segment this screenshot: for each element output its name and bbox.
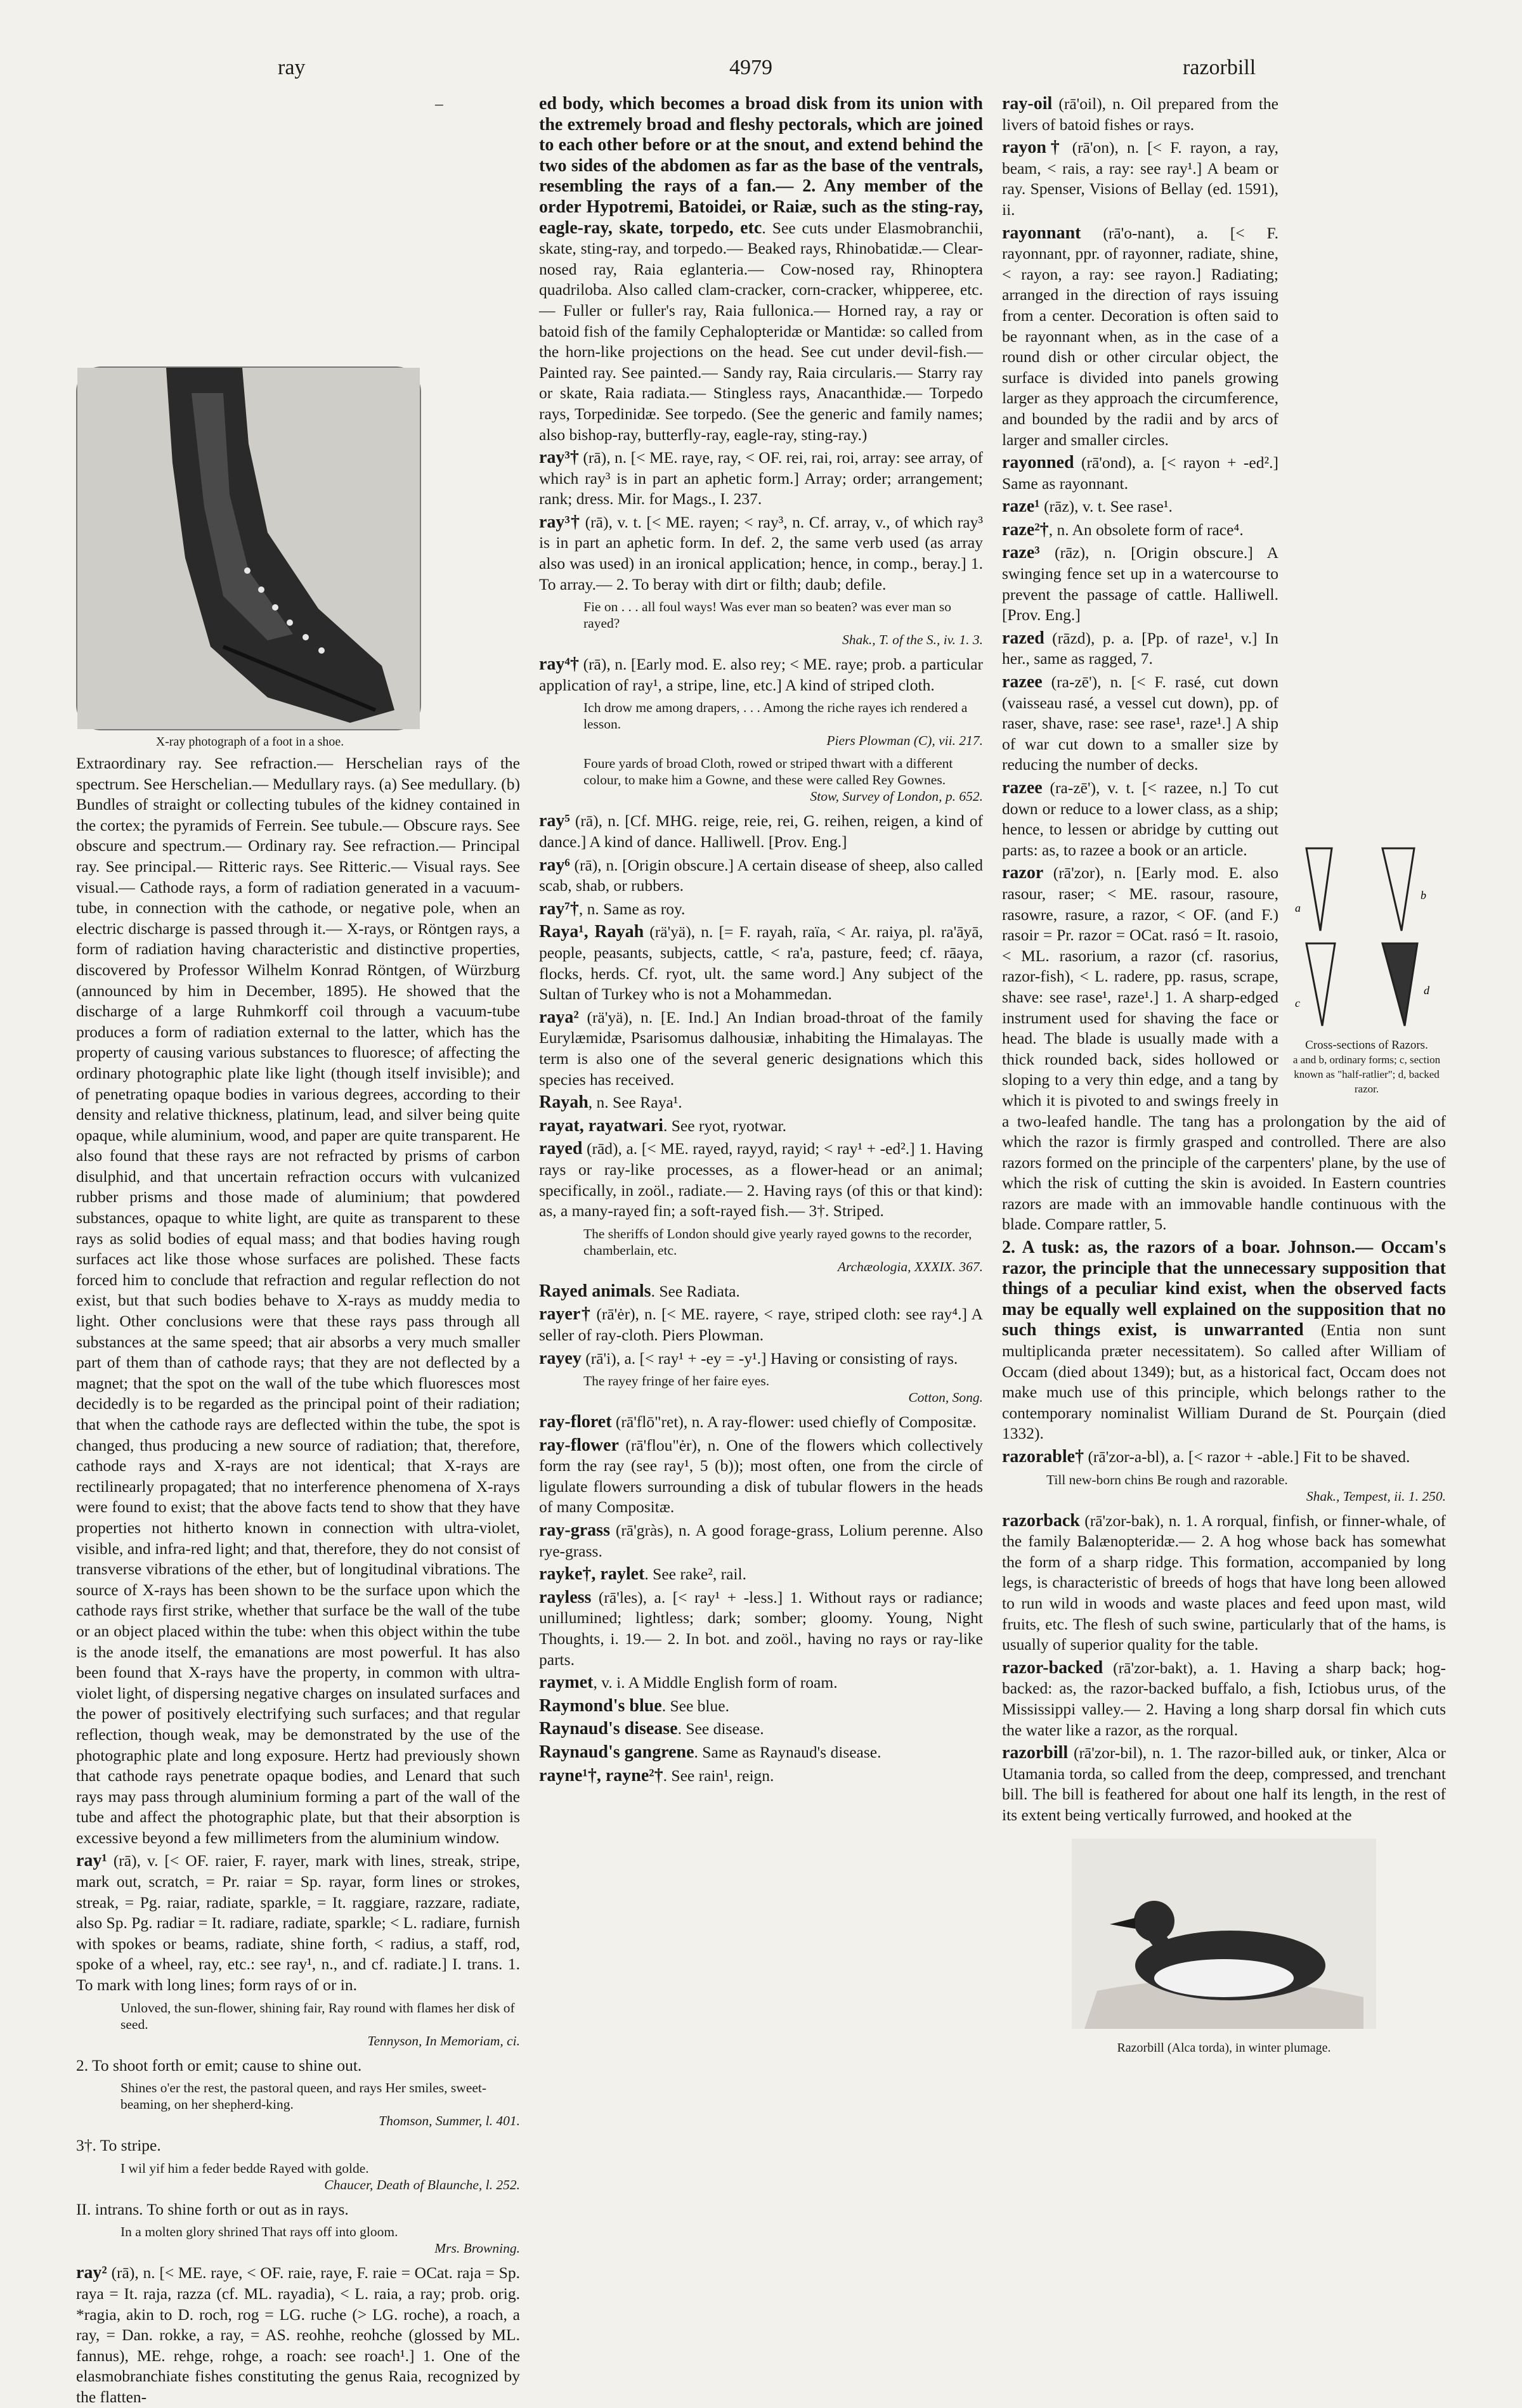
dictionary-entry: rayat, rayatwari. See ryot, ryotwar. <box>539 1115 786 1136</box>
dictionary-entry: rayonnant (rā'o-nant), a. [< F. rayonnant, ppr. of rayonner, radiate, shine, < rayon, a ray: see rayon.] Radiating; arranged in the direction of rays issuing from a center. Decoration is often said to be rayonnant when, as in the case of a round dish or other circular object, the surface is divided into panels growing larger as they approach the circumference, and bounded by the radii and by arcs of larger and smaller circles. <box>1002 223 1278 449</box>
headword: ray-oil <box>1002 94 1053 113</box>
dictionary-entry: razor (rā'zor), n. [Early mod. E. also rasour, raser; < ME. rasour, rasoure, rasowre, rasure, a razor, < OF. (and F.) rasoir = Pr. razor = OCat. rasó = It. rasoio, < ML. rasorium, a razor (cf. rasorius, razor-fish), < L. radere, pp. rasus, scrape, shave: see rase¹, raze¹.] 1. A sharp-edged instrument used for shaving the face or head. The blade is usually made with a thick rounded back, sides hollowed or sloping to a very thin edge, and a tang by which it is pivoted to and swings freely in a two-leafed handle. The tang has a prolongation by the aid of which the razor is firmly grasped and controlled. There are also razors formed on the principle of the carpenters' plane, by the use of which the risk of cutting the skin is avoided. In Eastern countries razors are made with an immovable handle continuous with the blade. Compare rattler, 5. <box>1002 863 1446 1234</box>
svg-text:c: c <box>1295 997 1300 1009</box>
svg-text:d: d <box>1424 984 1429 997</box>
quotation <box>583 1373 983 1406</box>
quotation-text: The rayey fringe of her faire eyes. <box>583 1373 770 1389</box>
razor-figure <box>1287 842 1446 1096</box>
dictionary-entry: II. intrans. To shine forth or out as in rays. <box>76 2199 349 2218</box>
dictionary-entry: ray⁷†, n. Same as roy. <box>539 898 686 919</box>
dictionary-entry: razed (rāzd), p. a. [Pp. of raze¹, v.] In her., same as ragged, 7. <box>1002 628 1278 668</box>
quotation <box>120 2160 520 2193</box>
column-2-entries <box>539 94 983 1786</box>
quotation <box>120 2080 520 2129</box>
quotation-source: Tennyson, In Memoriam, ci. <box>367 2033 520 2049</box>
dictionary-entry: rayless (rā'les), a. [< ray¹ + -less.] 1. Without rays or radiance; unillumined; lightless; dark; somber; gloomy. Young, Night Thoughts, i. 19.— 2. In bot. and zoöl., having no rays or ray-like parts. <box>539 1587 983 1669</box>
headword: razorbill <box>1002 1743 1069 1763</box>
headword: ray¹ <box>76 1851 107 1871</box>
dictionary-entry: razorback (rā'zor-bak), n. 1. A rorqual, finfish, or finner-whale, of the family Balænopteridæ.— 2. A hog whose back has somewhat the form of a sharp ridge. This formation, accompanied by long legs, is characteristic of breeds of hogs that have long been allowed to run wild in woods and waste places and feed upon mast, wild fruits, etc. The flesh of such swine, particularly that of the hams, is usually of superior quality for the table. <box>1002 1510 1446 1654</box>
dictionary-entry: raze²†, n. An obsolete form of race⁴. <box>1002 519 1244 540</box>
razor-caption: Cross-sections of Razors. <box>1305 1038 1428 1052</box>
headword: raze²† <box>1002 519 1049 540</box>
headword: Raynaud's disease <box>539 1719 678 1739</box>
quotation <box>120 2000 520 2049</box>
running-header <box>0 56 1522 94</box>
headword: Rayah <box>539 1092 589 1113</box>
quotation <box>583 599 983 648</box>
dictionary-entry: ray¹ (rā), v. [< OF. raier, F. rayer, mark with lines, streak, stripe, mark out, scratch, = Pr. raiar = Sp. rayar, form lines or strokes, streak, = Pg. raiar, radiate, sparkle, = It. raggiare, razzare, radiate, also Sp. Pg. radiar = It. radiare, radiate, sparkle; < L. radiare, furnish with spokes or beams, radiate, shine forth, < radius, a staff, rod, spoke of a wheel, ray, etc.: see ray¹, n., and cf. radiate.] I. trans. 1. To mark with long lines; form rays of or in. <box>76 1851 520 1995</box>
quotation-text: I wil yif him a feder bedde Rayed with golde. <box>120 2160 369 2176</box>
dictionary-entry: rayne¹†, rayne²†. See rain¹, reign. <box>539 1765 774 1785</box>
quotation-source: Mrs. Browning. <box>434 2241 520 2256</box>
quotation-source: Archæologia, XXXIX. 367. <box>837 1259 983 1274</box>
quotation-text: The sheriffs of London should give yearly rayed gowns to the recorder, chamberlain, etc. <box>583 1226 972 1258</box>
quotation-text: In a molten glory shrined That rays off into gloom. <box>120 2224 398 2240</box>
quotation-text: Foure yards of broad Cloth, rowed or striped thwart with a different colour, to make him a Gowne, and these were called Rey Gownes. <box>583 756 953 788</box>
quotation <box>583 1226 983 1275</box>
dictionary-entry: 3†. To stripe. <box>76 2136 161 2155</box>
headword: razee <box>1002 778 1043 798</box>
headword: ray⁴† <box>539 654 580 675</box>
quotation-source: Shak., Tempest, ii. 1. 250. <box>1306 1488 1446 1504</box>
headword: rayer† <box>539 1304 592 1324</box>
header-left-guideword: ray <box>278 56 306 79</box>
dictionary-entry: ray-flower (rā'flou"ėr), n. One of the flowers which collectively form the ray (see ray¹, 5 (b)); most often, one from the circle of ligulate flowers surrounding a disk of tubular flowers in the heads of many Compositæ. <box>539 1435 983 1517</box>
dictionary-entry: ray-oil (rā'oil), n. Oil prepared from the livers of batoid fishes or rays. <box>1002 94 1278 134</box>
column-3 <box>1002 94 1446 2107</box>
dictionary-entry: rayke†, raylet. See rake², rail. <box>539 1564 746 1584</box>
quotation <box>583 699 983 749</box>
headword: ray⁶ <box>539 855 570 875</box>
headword: rayke†, raylet <box>539 1564 645 1584</box>
headword: ray⁵ <box>539 811 570 831</box>
quotation <box>1046 1472 1446 1505</box>
quotation-source: Shak., T. of the S., iv. 1. 3. <box>842 632 983 648</box>
headword: ray⁷† <box>539 898 579 919</box>
dictionary-entry: Raynaud's disease. See disease. <box>539 1719 764 1739</box>
quotation <box>120 2224 520 2256</box>
razor-cross-sections <box>1287 842 1446 1032</box>
razorbill-caption: Razorbill (Alca torda), in winter plumage. <box>1117 2041 1331 2055</box>
dictionary-entry: razorbill (rā'zor-bil), n. 1. The razor-billed auk, or tinker, Alca or Utamania torda, so called from the deep, compressed, and trenchant bill. The bill is feathered for about one half its length, in the rest of its extent being vertically furrowed, and hooked at the <box>1002 1743 1446 1824</box>
quotation-source: Stow, Survey of London, p. 652. <box>810 789 983 805</box>
dictionary-entry: 2. To shoot forth or emit; cause to shine out. <box>76 2055 362 2075</box>
headword: razor <box>1002 863 1044 883</box>
headword: raymet <box>539 1673 594 1693</box>
quotation-source: Thomson, Summer, l. 401. <box>379 2113 520 2129</box>
dictionary-entry: razee (ra-zē'), n. [< F. rasé, cut down (vaisseau rasé, a vessel cut down), pp. of raser, shave, rase: see rase¹, raze¹.] A ship of war cut down to a smaller size by reducing the number of decks. <box>1002 672 1278 774</box>
headword: rayne¹†, rayne²† <box>539 1765 663 1785</box>
dictionary-entry: raymet, v. i. A Middle English form of roam. <box>539 1673 838 1693</box>
razor-note: a and b, ordinary forms; c, section known as "half-ratlier"; d, backed razor. <box>1292 1053 1441 1095</box>
headword: ray-floret <box>539 1412 612 1432</box>
dictionary-entry: Rayed animals. See Radiata. <box>539 1281 740 1301</box>
headword: 2. A tusk: as, the razors of a boar. Johnson.— Occam's razor, the principle that the unnecessary supposition that things of a peculiar kind exist, when the observed facts may be equally well explained on the supposition that no such things exist, is unwarranted <box>1002 1238 1446 1340</box>
xray-caption: X-ray photograph of a foot in a shoe. <box>155 735 344 749</box>
headword: ray³† <box>539 512 581 532</box>
dictionary-entry: 2. A tusk: as, the razors of a boar. Johnson.— Occam's razor, the principle that the unnecessary supposition that things of a peculiar kind exist, when the observed facts may be equally well explained on the supposition that no such things exist, is unwarranted (Entia non sunt multiplicanda præter necessitatem). So called after William of Occam (died about 1349); but, as a historical fact, Occam does not make much use of this principle, which belongs rather to the contemporary nominalist William Durand de St. Pourçain (died 1332). <box>1002 1238 1446 1443</box>
headword: rayey <box>539 1348 582 1368</box>
headword: razorback <box>1002 1510 1080 1531</box>
dictionary-entry: ray³† (rā), n. [< ME. raye, ray, < OF. rei, rai, roi, array: see array, of which ray³ is in part an aphetic form.] Array; order; arrangement; rank; dress. Mir. for Mags., I. 237. <box>539 448 983 508</box>
dictionary-entry: ray-floret (rā'flō"ret), n. A ray-flower: used chiefly of Compositæ. <box>539 1412 977 1432</box>
dictionary-entry: Raymond's blue. See blue. <box>539 1695 729 1716</box>
headword: ray-grass <box>539 1520 610 1541</box>
dictionary-entry: rayonned (rā'ond), a. [< rayon + -ed².] Same as rayonnant. <box>1002 453 1278 493</box>
razorbill-illustration <box>1072 1839 1376 2029</box>
headword: rayed <box>539 1139 583 1159</box>
headword: raze¹ <box>1002 496 1040 517</box>
headword: razee <box>1002 672 1043 692</box>
dictionary-entry: razee (ra-zē'), v. t. [< razee, n.] To cut down or reduce to a lower class, as a ship; hence, to lessen or abridge by cutting out parts: as, to razee a book or an article. <box>1002 778 1278 859</box>
quotation-text: Shines o'er the rest, the pastoral queen, and rays Her smiles, sweet-beaming, on her shepherd-king. <box>120 2080 487 2113</box>
headword: ray-flower <box>539 1435 619 1455</box>
dictionary-entry: raze³ (rāz), n. [Origin obscure.] A swinging fence set up in a watercourse to prevent the passage of cattle. Halliwell. [Prov. Eng.] <box>1002 543 1278 625</box>
headword: rayon† <box>1002 138 1064 158</box>
page-number: 4979 <box>729 56 772 79</box>
dictionary-entry: razor-backed (rā'zor-bakt), a. 1. Having a sharp back; hog-backed: as, the razor-backed buffalo, a fish, Ictiobus urus, of the Mississippi valley.— 2. Having a long sharp dorsal fin which cuts the water like a razor, as the rorqual. <box>1002 1657 1446 1739</box>
xray-photograph <box>76 366 421 730</box>
quotation-text: Ich drow me among drapers, . . . Among the riche rayes ich rendered a lesson. <box>583 700 968 732</box>
headword: razed <box>1002 628 1044 648</box>
dictionary-entry: ray² (rā), n. [< ME. raye, < OF. raie, raye, F. raie = OCat. raja = Sp. raya = It. raja, razza (cf. ML. rayadia), < L. raia, a ray; prob. orig. *ragia, akin to D. roch, rog = LG. ruche (> LG. roche), a roach, a ray, = Dan. rokke, a ray, = AS. reohhe, reohche (glossed by ML. fannus), ME. rehge, rohge, a roach: see roach¹.] 1. One of the elasmobranchiate fishes constituting the genus Raia, recognized by the flatten- <box>76 2263 520 2406</box>
dictionary-entry: ray³† (rā), v. t. [< ME. rayen; < ray³, n. Cf. array, v., of which ray³ is in part an aphetic form. In def. 2, the same verb used (as array also was used) in an ironical application; hence, in comp., beray.] 1. To array.— 2. To beray with dirt or filth; daub; defile. <box>539 512 984 593</box>
razorbill-figure <box>1002 1839 1446 2059</box>
svg-text:b: b <box>1421 889 1426 902</box>
quotation-source: Piers Plowman (C), vii. 217. <box>826 733 983 749</box>
xray-figure <box>76 366 424 749</box>
dictionary-entry: rayed (rād), a. [< ME. rayed, rayyd, rayid; < ray¹ + -ed².] 1. Having rays or ray-like processes, as a flower-head or an animal; specifically, in zoöl., radiate.— 2. Having rays (of this or that kind): as, a many-rayed fin; a soft-rayed fish.— 3†. Striped. <box>539 1139 983 1220</box>
quotation <box>583 755 983 805</box>
headword: Raya¹, Rayah <box>539 922 644 942</box>
headword: rayonned <box>1002 453 1074 473</box>
dictionary-entry: rayon† (rā'on), n. [< F. rayon, a ray, beam, < rais, a ray: see ray¹.] A beam or ray. Spenser, Visions of Bellay (ed. 1591), ii. <box>1002 138 1279 219</box>
headword: rayat, rayatwari <box>539 1115 663 1136</box>
dictionary-entry: ray⁶ (rā), n. [Origin obscure.] A certain disease of sheep, also called scab, shab, or rubbers. <box>539 855 983 895</box>
column-2 <box>539 94 983 2107</box>
dictionary-entry: ray⁴† (rā), n. [Early mod. E. also rey; < ME. raye; prob. a particular application of ray¹, a stripe, line, etc.] A kind of striped cloth. <box>539 654 984 694</box>
headword: ed body, which becomes a broad disk from its union with the extremely broad and fleshy pectorals, which are joined to each other before or at the snout, and extend behind the two sides of the abdomen as far as the base of the ventrals, resembling the rays of a fan.— 2. Any member of the order Hypotremi, Batoidei, or Raiæ, such as the sting-ray, eagle-ray, skate, torpedo, etc <box>539 94 983 238</box>
dictionary-entry: Rayah, n. See Raya¹. <box>539 1092 682 1113</box>
quotation-text: Unloved, the sun-flower, shining fair, Ray round with flames her disk of seed. <box>120 2000 515 2032</box>
dictionary-entry: raya² (rä'yä), n. [E. Ind.] An Indian broad-throat of the family Eurylæmidæ, Psarisomus dalhousiæ, inhabiting the Himalayas. The term is also one of the several generic designations which this species has received. <box>539 1007 983 1089</box>
headword: rayless <box>539 1587 592 1607</box>
headword: razorable† <box>1002 1447 1084 1466</box>
header-right-guideword: razorbill <box>1183 56 1256 79</box>
headword: raze³ <box>1002 543 1040 563</box>
headword: ray³† <box>539 448 579 468</box>
dictionary-entry: ray⁵ (rā), n. [Cf. MHG. reige, reie, rei, G. reihen, reigen, a kind of dance.] A kind of dance. Halliwell. [Prov. Eng.] <box>539 811 983 851</box>
headword: Raynaud's gangrene <box>539 1742 694 1762</box>
headword: Rayed animals <box>539 1281 651 1301</box>
dictionary-entry: rayey (rā'i), a. [< ray¹ + -ey = -y¹.] Having or consisting of rays. <box>539 1348 958 1368</box>
dictionary-entry: Raynaud's gangrene. Same as Raynaud's disease. <box>539 1742 881 1762</box>
quotation-source: Chaucer, Death of Blaunche, l. 252. <box>324 2177 520 2192</box>
headword: Raymond's blue <box>539 1695 662 1716</box>
quotation-text: Fie on . . . all foul ways! Was ever man so beaten? was ever man so rayed? <box>583 599 951 631</box>
dictionary-entry: – Extraordinary ray. See refraction.— Herschelian rays of the spectrum. See Herschelian.— Medullary rays. (a) See medullary. (b) Bundles of straight or collecting tubules of the kidney contained in the cortex; the pyramids of Ferrein. See tubule.— Obscure rays. See obscure and spectrum.— Ordinary ray. See refraction.— Principal ray. See principal.— Ritteric rays. See Ritteric.— Visual rays. See visual.— Cathode rays, a form of radiation generated in a vacuum-tube, in connection with the cathode, or negative pole, when an electric discharge is passed through it.— X-rays, or Röntgen rays, a form of radiation having characteristic and distinctive properties, discovered by Professor Wilhelm Konrad Röntgen, of Würzburg (announced by him in December, 1895). He showed that the discharge of a large Ruhmkorff coil through a vacuum-tube produces a form of radiation external to the latter, which has the property of causing various substances to fluoresce; of affecting the ordinary photographic plate like light (though itself invisible); and of penetrating opaque bodies in various degrees, according to their density and relative thickness, platinum, lead, and silver being quite opaque, while aluminium, wood, and paper are quite transparent. He also found that these rays are not refracted by prisms of carbon disulphid, and that uncertain refraction occurs with vulcanized rubber prisms and those made of aluminium; that powdered substances, opaque to white light, are quite as transparent to these rays as solid bodies of equal mass; and that bodies having rough surfaces act like those whose surfaces are polished. These facts forced him to conclude that refraction and regular reflection do not exist, but that such bodies behave to X-rays as muddy media to light. Other conclusions were that these rays pass through all substances at the same speed; that air absorbs a very much smaller part of them than of cathode rays; that they are not deflected by a magnet; that the spot on the wall of the tube which fluoresces most decidedly is to be regarded as the principal point of their radiation; that when the cathode rays are deflected within the tube, the spot is changed, thus producing a new source of radiation; that, therefore, cathode rays and X-rays are not identical; that X-rays are rectilinearly propagated; that no interference phenomena of X-rays were found to exist; that the above facts tend to show that they have properties not hitherto known in connection with ultra-violet, visible, and infra-red light; and that, therefore, they do not consist of transverse vibrations of the ether, but of longitudinal vibrations. The source of X-rays has been shown to be the surface upon which the cathode rays first strike, whether that surface be the wall of the tube or an object placed within the tube: when this object within the tube is the anode itself, the emanations are most powerful. It has also been found that X-rays have the property, in common with ultra-violet light, of dispersing negative charges on insulated surfaces and the power of positively electrifying such surfaces; and that regular reflection, though weak, may be demonstrated by the use of the photographic plate and long exposure. Hertz had previously shown that cathode rays penetrate opaque bodies, and Lenard that such rays may pass through aluminium forming a part of the wall of the tube and affect the photographic plate, but that their absorption is excessive beyond a few millimeters from the aluminium window. <box>76 94 520 1847</box>
quotation-source: Cotton, Song. <box>908 1390 983 1406</box>
dictionary-entry: razorable† (rā'zor-a-bl), a. [< razor + -able.] Fit to be shaved. <box>1002 1447 1410 1466</box>
column-1 <box>76 94 520 2406</box>
quotation-text: Till new-born chins Be rough and razorable. <box>1046 1472 1288 1487</box>
headword: ray² <box>76 2263 107 2283</box>
dictionary-entry: rayer† (rā'ėr), n. [< ME. rayere, < raye, striped cloth: see ray⁴.] A seller of ray-cloth. Piers Plowman. <box>539 1304 983 1344</box>
dictionary-entry: ray-grass (rā'gràs), n. A good forage-grass, Lolium perenne. Also rye-grass. <box>539 1520 983 1560</box>
svg-text:a: a <box>1295 902 1301 914</box>
headword: razor-backed <box>1002 1657 1103 1678</box>
headword: raya² <box>539 1007 579 1027</box>
dictionary-entry: ed body, which becomes a broad disk from its union with the extremely broad and fleshy pectorals, which are joined to each other before or at the snout, and extend behind the two sides of the abdomen as far as the base of the ventrals, resembling the rays of a fan.— 2. Any member of the order Hypotremi, Batoidei, or Raiæ, such as the sting-ray, eagle-ray, skate, torpedo, etc. See cuts under Elasmobranchii, skate, sting-ray, and torpedo.— Beaked rays, Rhinobatidæ.— Clear-nosed ray, Raia eglanteria.— Cow-nosed ray, Rhinoptera quadriloba. Also called clam-cracker, corn-cracker, whipperee, etc.— Fuller or fuller's ray, Raia fullonica.— Horned ray, a ray or batoid fish of the family Cephalopteridæ or Mantidæ: so called from the horn-like projections on the head. See cut under devil-fish.— Painted ray. See painted.— Sandy ray, Raia circularis.— Starry ray or skate, Raia radiata.— Stingless rays, Anacanthidæ.— Torpedo rays, Torpedinidæ. See torpedo. (See the generic and family names; also bishop-ray, butterfly-ray, eagle-ray, sting-ray.) <box>539 94 983 444</box>
dictionary-entry: raze¹ (rāz), v. t. See rase¹. <box>1002 496 1173 517</box>
dictionary-entry: Raya¹, Rayah (rä'yä), n. [= F. rayah, raïa, < Ar. raiya, pl. ra'āyā, people, peasants, subjects, cattle, < ra'a, pasture, feed; cf. rāaya, flocks, herds. Cf. ryot, ult. the same word.] Any subject of the Sultan of Turkey who is not a Mohammedan. <box>539 922 983 1004</box>
headword: rayonnant <box>1002 223 1081 243</box>
